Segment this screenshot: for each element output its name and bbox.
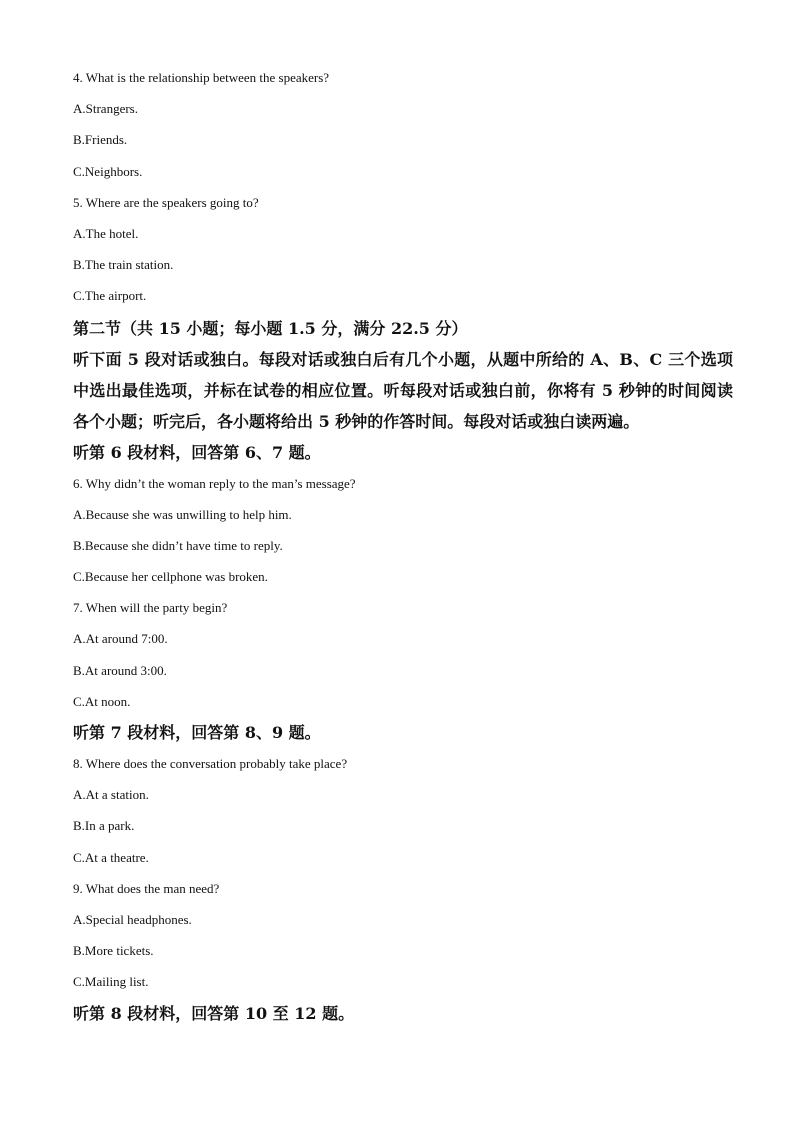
exam-page [73,62,733,1029]
material-6-heading: 听第 6 段材料，回答第 6、7 题。 [73,442,321,462]
option-4b: B.Friends. [73,132,128,148]
option-4c: C.Neighbors. [73,163,143,179]
question-5: 5. Where are the speakers going to? [73,194,259,210]
option-6a: A.Because she was unwilling to help him. [73,506,292,522]
section-instructions: 听下面 5 段对话或独白。每段对话或独白后有几个小题，从题中所给的 A、B、C 三个选项中选出最佳选项，并标在试卷的相应位置。听每段对话或独白前，你将有 5 秒钟的时间阅读各个小题；听完后，各小题将给出 5 秒钟的作答时间。每段对话或独白读两遍。 [73,349,733,431]
question-6: 6. Why didn’t the woman reply to the man’s message? [73,475,356,491]
question-7: 7. When will the party begin? [73,600,228,616]
option-9a: A.Special headphones. [73,911,192,927]
option-5a: A.The hotel. [73,225,139,241]
question-4: 4. What is the relationship between the speakers? [73,70,330,85]
question-9: 9. What does the man need? [73,880,220,896]
material-7-heading: 听第 7 段材料，回答第 8、9 题。 [73,723,321,742]
option-9c: C.Mailing list. [73,974,149,990]
option-6c: C.Because her cellphone was broken. [73,569,268,585]
option-5c: C.The airport. [73,288,147,304]
option-5b: B.The train station. [73,257,174,273]
option-7c: C.At noon. [73,693,131,709]
option-4a: A.Strangers. [73,101,138,117]
section-heading: 第二节（共 15 小题；每小题 1.5 分，满分 22.5 分） [73,318,468,338]
option-7a: A.At around 7:00. [73,631,168,647]
option-6b: B.Because she didn’t have time to reply. [73,537,283,553]
option-7b: B.At around 3:00. [73,662,167,678]
option-9b: B.More tickets. [73,943,154,959]
option-8a: A.At a station. [73,787,149,803]
option-8b: B.In a park. [73,818,135,834]
question-8: 8. Where does the conversation probably take place? [73,756,348,771]
option-8c: C.At a theatre. [73,849,149,865]
material-8-heading: 听第 8 段材料，回答第 10 至 12 题。 [73,1003,355,1023]
